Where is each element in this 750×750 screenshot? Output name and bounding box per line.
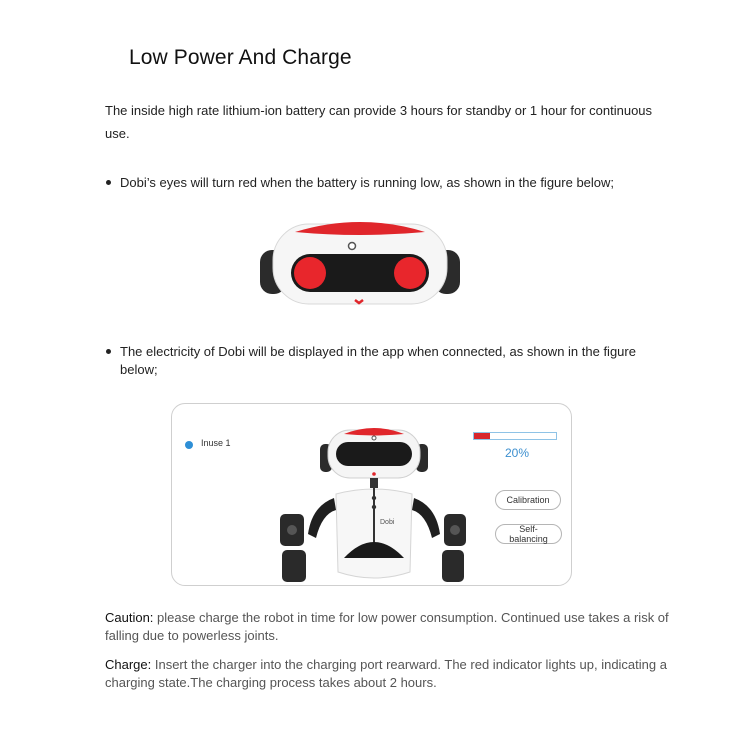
charge-label: Charge: — [105, 657, 152, 672]
left-hand — [282, 550, 306, 582]
app-screenshot-panel — [171, 403, 572, 586]
left-eye-red — [294, 257, 326, 289]
battery-level-fill — [474, 433, 490, 439]
battery-percent-text: 20% — [504, 446, 530, 460]
bullet-low-battery: Dobi’s eyes will turn red when the battery is running low, as shown in the figure below; — [105, 174, 665, 192]
body-brand-label: Dobi — [380, 519, 395, 526]
head-camera-icon — [372, 436, 376, 440]
connected-status-dot — [185, 441, 193, 449]
left-arm — [308, 498, 336, 538]
head-red-cap — [344, 428, 404, 436]
body-dot — [372, 496, 376, 500]
device-connection-label[interactable]: Inuse 1 — [201, 438, 231, 448]
left-servo-joint — [287, 525, 297, 535]
head-mouth — [372, 472, 376, 476]
caution-text: please charge the robot in time for low power consumption. Continued use takes a risk of falling due to powerless joints. — [105, 610, 669, 643]
right-eye-red — [394, 257, 426, 289]
body-dot — [372, 505, 376, 509]
camera-icon — [349, 243, 356, 250]
intro-paragraph: The inside high rate lithium-ion battery can provide 3 hours for standby or 1 hour for continuous use. — [105, 103, 653, 141]
right-hand — [442, 550, 464, 582]
right-servo-joint — [450, 525, 460, 535]
charge-text: Insert the charger into the charging port rearward. The red indicator lights up, indicating a charging state.The charging process takes about 2 hours. — [105, 657, 667, 690]
bullet-app-display: The electricity of Dobi will be displayed in the app when connected, as shown in the figure below; — [105, 343, 665, 379]
head-visor — [336, 442, 412, 466]
battery-level-bar — [473, 432, 557, 440]
neck — [370, 478, 378, 488]
robot-full-image — [276, 414, 466, 586]
robot-head-red-eyes-image — [255, 218, 465, 310]
caution-paragraph — [105, 609, 670, 645]
self-balancing-button[interactable]: Self-balancing — [495, 524, 562, 544]
right-arm — [412, 498, 440, 538]
charge-paragraph — [105, 656, 670, 692]
caution-label: Caution: — [105, 610, 154, 625]
calibration-button[interactable]: Calibration — [495, 490, 561, 510]
page-title: Low Power And Charge — [129, 46, 352, 69]
